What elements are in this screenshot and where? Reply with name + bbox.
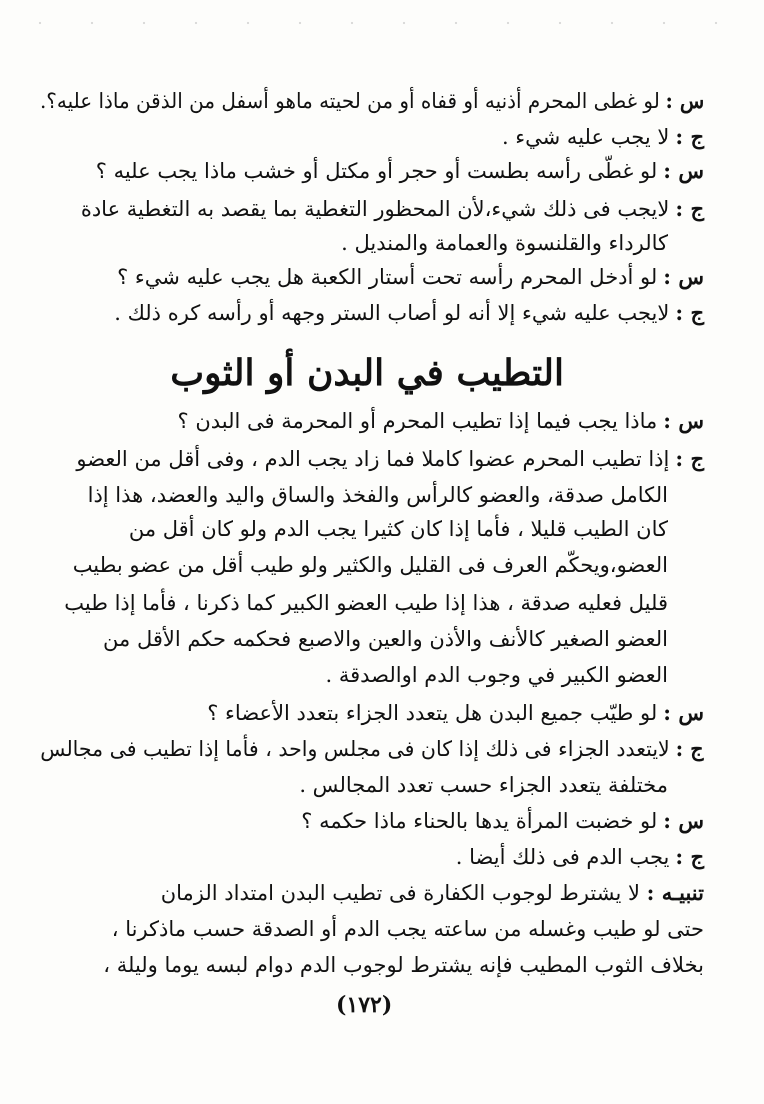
question-text: لو غطّى رأسه بطست أو حجر أو مكتل أو خشب ماذا يجب عليه ؟ xyxy=(95,159,658,183)
scan-artifact xyxy=(0,0,764,30)
answer-text: لايجب عليه شيء إلا أنه لو أصاب الستر وجهه أو رأسه كره ذلك . xyxy=(114,301,670,325)
answer-continuation xyxy=(103,624,668,654)
answer-text: العضو الكبير في وجوب الدم اوالصدقة . xyxy=(325,663,668,687)
answer-line xyxy=(114,298,704,328)
answer-line xyxy=(81,194,704,224)
answer-text: لايتعدد الجزاء فى ذلك إذا كان فى مجلس واحد ، فأما إذا تطيب فى مجالس xyxy=(40,737,671,761)
answer-text: الكامل صدقة، والعضو كالرأس والفخذ والساق واليد والعضد، هذا إذا xyxy=(87,483,668,507)
answer-text: لا يجب عليه شيء . xyxy=(501,125,670,149)
question-label: س : xyxy=(663,408,704,433)
question-line xyxy=(40,86,704,116)
answer-label: ج : xyxy=(675,446,704,471)
answer-label: ج : xyxy=(675,196,704,221)
answer-line xyxy=(41,734,704,764)
answer-label: ج : xyxy=(675,300,704,325)
page-number: (١٧٢) xyxy=(336,992,393,1018)
question-line xyxy=(207,698,704,728)
question-text: لو أدخل المحرم رأسه تحت أستار الكعبة هل يجب عليه شيء ؟ xyxy=(117,265,658,289)
note-text: لا يشترط لوجوب الكفارة فى تطيب البدن امتداد الزمان xyxy=(160,881,640,905)
question-line xyxy=(117,262,704,292)
answer-continuation xyxy=(341,228,668,258)
note-line xyxy=(161,878,704,908)
note-text: بخلاف الثوب المطيب فإنه يشترط لوجوب الدم دوام لبسه يوما وليلة ، xyxy=(103,953,704,977)
answer-continuation xyxy=(64,588,668,618)
question-line xyxy=(301,806,704,836)
question-label: س : xyxy=(665,88,704,113)
question-label: س : xyxy=(663,700,704,725)
answer-text: كالرداء والقلنسوة والعمامة والمنديل . xyxy=(341,231,668,255)
note-continuation xyxy=(103,950,704,980)
answer-continuation xyxy=(88,480,668,510)
question-line xyxy=(178,406,705,436)
question-text: ماذا يجب فيما إذا تطيب المحرم أو المحرمة فى البدن ؟ xyxy=(177,409,658,433)
note-text: حتى لو طيب وغسله من ساعته يجب الدم أو الصدقة حسب ماذكرنا ، xyxy=(111,917,704,941)
answer-text: مختلفة يتعدد الجزاء حسب تعدد المجالس . xyxy=(299,773,668,797)
answer-continuation xyxy=(325,660,668,690)
answer-continuation xyxy=(129,514,668,544)
question-text: لو خضبت المرأة يدها بالحناء ماذا حكمه ؟ xyxy=(301,809,658,833)
question-text: لو غطى المحرم أذنيه أو قفاه أو من لحيته ماهو أسفل من الذقن ماذا عليه؟. xyxy=(39,89,660,113)
question-label: س : xyxy=(663,808,704,833)
answer-line xyxy=(456,842,704,872)
note-continuation xyxy=(112,914,704,944)
answer-label: ج : xyxy=(675,124,704,149)
question-text: لو طيّب جميع البدن هل يتعدد الجزاء بتعدد الأعضاء ؟ xyxy=(207,701,658,725)
answer-continuation xyxy=(299,770,668,800)
answer-continuation xyxy=(73,550,668,580)
answer-label: ج : xyxy=(676,736,704,761)
answer-text: العضو الصغير كالأنف والأذن والعين والاصبع فحكمه حكم الأقل من xyxy=(103,627,668,651)
question-label: س : xyxy=(663,158,704,183)
question-line xyxy=(96,156,704,186)
section-title: التطيب في البدن أو الثوب xyxy=(170,352,564,394)
answer-text: لايجب فى ذلك شيء،لأن المحظور التغطية بما يقصد به التغطية عادة xyxy=(80,197,670,221)
question-label: س : xyxy=(663,264,704,289)
answer-text: العضو،ويحكّم العرف فى القليل والكثير ولو طيب أقل من عضو بطيب xyxy=(72,553,668,577)
answer-text: يجب الدم فى ذلك أيضا . xyxy=(455,845,670,869)
answer-text: إذا تطيب المحرم عضوا كاملا فما زاد يجب الدم ، وفى أقل من العضو xyxy=(76,447,670,471)
note-label: تنبيـه : xyxy=(646,880,704,905)
answer-line xyxy=(76,444,704,474)
answer-text: كان الطيب قليلا ، فأما إذا كان كثيرا يجب الدم ولو كان أقل من xyxy=(128,517,668,541)
answer-line xyxy=(502,122,704,152)
answer-label: ج : xyxy=(675,844,704,869)
answer-text: قليل فعليه صدقة ، هذا إذا طيب العضو الكبير كما ذكرنا ، فأما إذا طيب xyxy=(64,591,668,615)
